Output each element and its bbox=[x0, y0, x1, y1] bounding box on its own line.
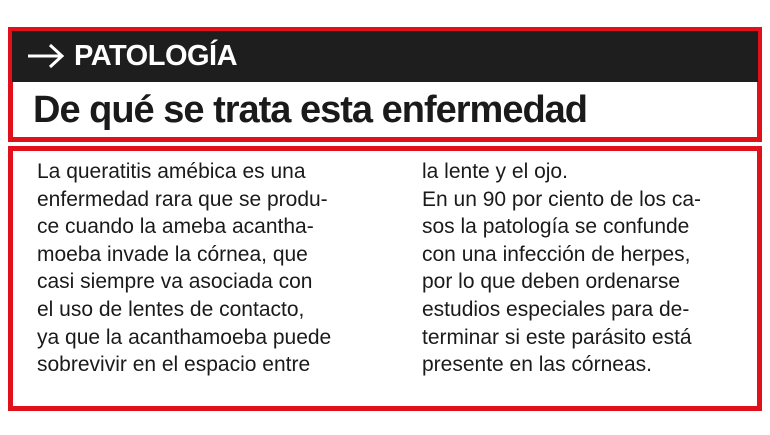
body-line: La queratitis amébica es una bbox=[37, 160, 306, 183]
section-kicker: PATOLOGÍA bbox=[74, 40, 238, 72]
body-column-right bbox=[422, 158, 701, 379]
body-line: sos la patología se confunde bbox=[422, 215, 690, 239]
body-line: con una infección de herpes, bbox=[422, 242, 691, 266]
body-line: estudios especiales para de- bbox=[422, 297, 690, 321]
body-line: por lo que deben ordenarse bbox=[422, 270, 681, 294]
body-line: terminar si este parásito está bbox=[422, 325, 692, 349]
body-line: enfermedad rara que se produ- bbox=[37, 187, 328, 211]
body-line: el uso de lentes de contacto, bbox=[37, 297, 305, 321]
section-bar bbox=[12, 31, 758, 82]
body-line: ya que la acanthamoeba puede bbox=[37, 325, 332, 349]
body-line: En un 90 por ciento de los ca- bbox=[422, 187, 702, 211]
body-line: casi siempre va asociada con bbox=[37, 270, 313, 294]
body-line: la lente y el ojo. bbox=[422, 160, 568, 183]
body-column-left bbox=[37, 158, 331, 379]
body-line: presente en las córneas. bbox=[422, 353, 652, 377]
body-line: sobrevivir en el espacio entre bbox=[37, 353, 311, 377]
headline: De qué se trata esta enfermedad bbox=[33, 89, 588, 131]
arrow-right-icon bbox=[26, 41, 66, 71]
body-line: moeba invade la córnea, que bbox=[37, 242, 308, 266]
body-line: ce cuando la ameba acantha- bbox=[37, 215, 314, 239]
